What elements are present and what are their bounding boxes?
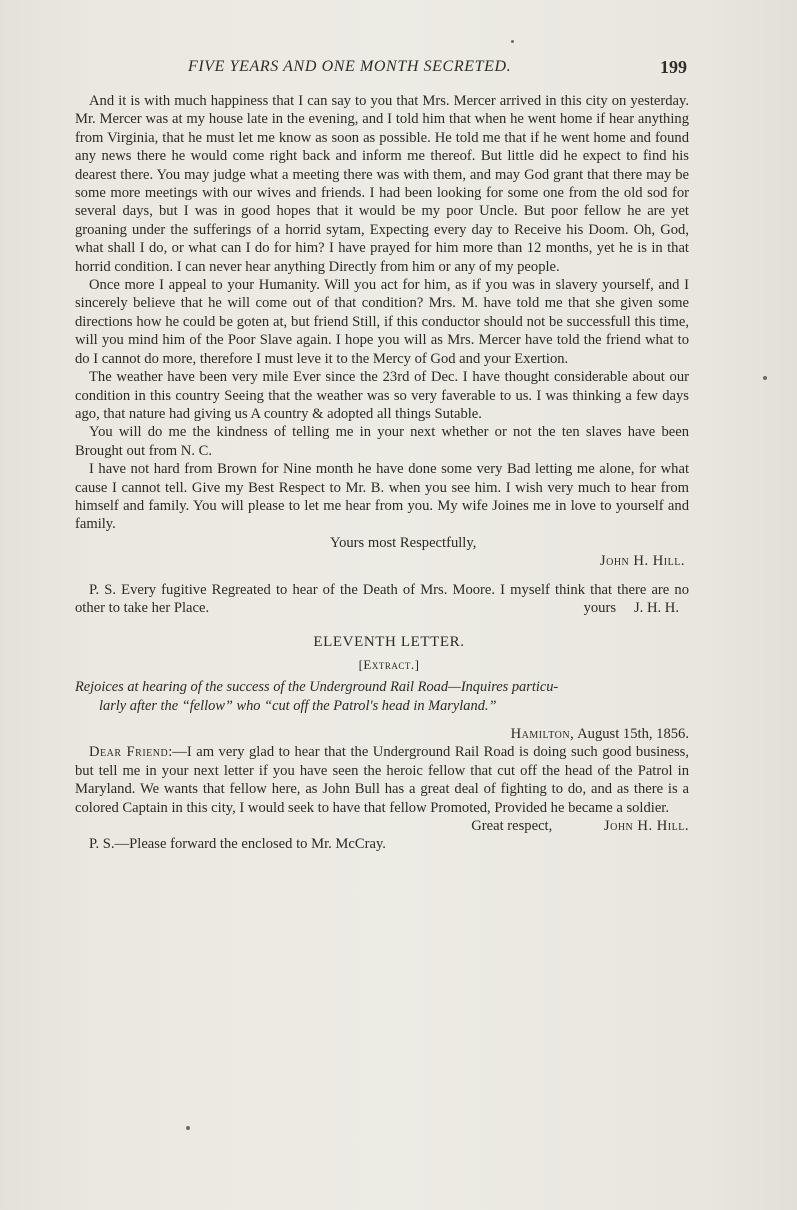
paragraph: And it is with much happiness that I can say to you that Mrs. Mercer arrived in this city on yesterday. Mr. Mercer was at my house late in the evening, and I told him that when he went home if hear anything from Virginia, that he must let me know as soon as possible. He told me that if he went home and found any news there he would come right back and inform me thereof. But little did he expect to find his dearest there. You may judge what a meeting there was with them, and may God grant that there may be some more meetings with our wives and friends. I had been looking for some one from the old sod for several days, but I was in good hopes that it would be my poor Uncle. But poor fellow he are yet groaning under the sufferings of a horrid sytam, Expecting every day to Receive his Doom. Oh, God, what shall I do, or what can I do for him? I have prayed for him more than 12 months, yet he is in that horrid condition. I can never hear anything Directly from him or any of my people. — [75, 93, 689, 275]
letter-closing-2: Great respect, — [471, 818, 553, 835]
postscript-text: P. S. Every fugitive Regreated to hear of the Death of Mrs. Moore. I myself think that there are no other to take her Place. — [75, 581, 689, 616]
letter-salutation: Dear Friend — [89, 744, 169, 761]
closing-row — [75, 817, 689, 835]
postscript-signoff — [570, 599, 689, 617]
letter-body — [75, 743, 689, 817]
postscript — [75, 581, 689, 618]
letter-signature: John H. Hill. — [599, 553, 685, 570]
paragraph: I have not hard from Brown for Nine month he have done some very Bad letting me alone, for what cause I cannot tell. Give my Best Respect to Mr. B. when you see him. I wish very much to hear from himself and family. You will please to let me hear from you. My wife Joines me in love to yourself and family. — [75, 461, 689, 533]
postscript-2: P. S.—Please forward the enclosed to Mr. McCray. — [89, 836, 386, 853]
letter-heading: ELEVENTH LETTER. — [313, 634, 465, 651]
dateline-date: August 15th, 1856. — [577, 726, 689, 742]
dateline — [75, 725, 689, 743]
paragraph: The weather have been very mile Ever since the 23rd of Dec. I have thought considerable about our condition in this country Seeing that the weather was so very faverable to us. I was thinking a few days ago, that nature had giving us A country & adopted all things Sutable. — [75, 369, 689, 422]
letter-closing: Yours most Respectfully, — [330, 534, 477, 551]
page-number: 199 — [660, 57, 687, 77]
letter-summary-line-1: Rejoices at hearing of the success of the Underground Rail Road—Inquires particu- — [75, 679, 559, 696]
ink-speck — [511, 40, 514, 43]
dateline-place: Hamilton, — [510, 726, 575, 742]
letter-summary-line-2: larly after the “fellow” who “cut off the Patrol's head in Maryland.” — [99, 697, 497, 714]
postscript-yours: yours — [583, 599, 616, 616]
paragraph: You will do me the kindness of telling me in your next whether or not the ten slaves have been Brought out from N. C. — [75, 424, 689, 459]
postscript-initials: J. H. H. — [634, 599, 679, 616]
ink-speck — [186, 1126, 190, 1130]
running-title: FIVE YEARS AND ONE MONTH SECRETED. — [188, 58, 512, 75]
page-body — [75, 92, 689, 854]
letter-signature-2: John H. Hill. — [603, 818, 689, 835]
ink-speck — [763, 376, 767, 380]
paragraph: Once more I appeal to your Humanity. Will you act for him, as if you was in slavery yourself, and I sincerely believe that he will come out of that condition? Mrs. M. have told me that she given some directions how he could be goten at, but friend Still, if this conductor should not be successfull this time, will you mind him of the Poor Slave again. I hope you will as Mrs. Mercer have told the friend what to do I cannot do more, therefore I must leve it to the Mercy of God and your Exertion. — [75, 277, 689, 367]
letter-body-text: :—I am very glad to hear that the Underground Rail Road is doing such good business, but tell me in your next letter if you have seen the heroic fellow that cut off the head of the Patrol in Maryland. We wants that fellow here, as John Bull has a great deal of fighting to do, and as there is a colored Captain in this city, I would seek to have that fellow Promoted, Provided he became a soldier. — [75, 744, 690, 816]
extract-label: [Extract.] — [358, 656, 420, 672]
